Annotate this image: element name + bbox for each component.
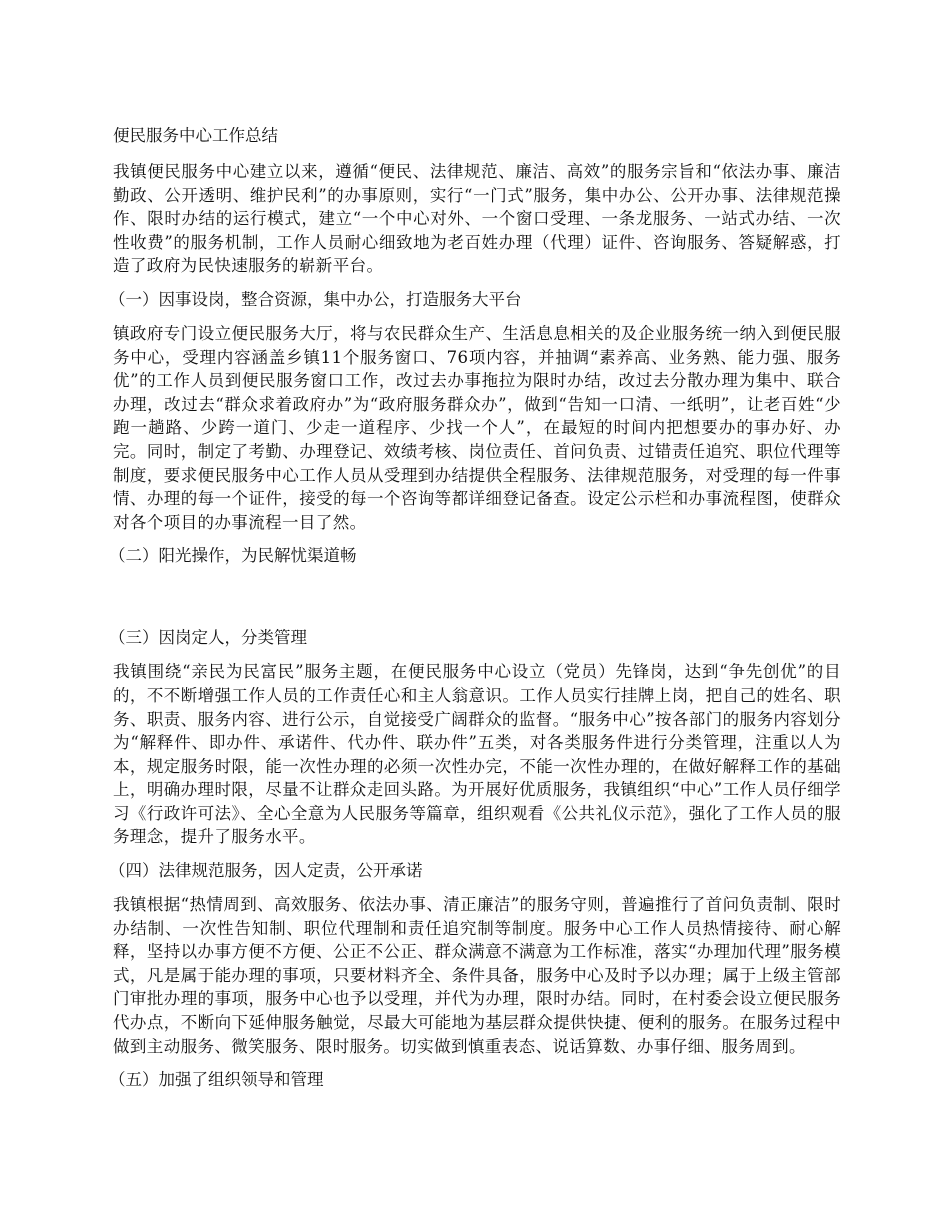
intro-paragraph: 我镇便民服务中心建立以来，遵循“便民、法律规范、廉洁、高效”的服务宗旨和“依法办事、廉洁勤政、公开透明、维护民利”的办事原则，实行“一门式”服务，集中办公、公开办事、法律规范操作、限时办结的运行模式，建立“一个中心对外、一个窗口受理、一条龙服务、一站式办结、一次性收费”的服务机制，工作人员耐心细致地为老百姓办理（代理）证件、咨询服务、答疑解惑，打造了政府为民快速服务的崭新平台。 [113,162,841,276]
section-heading-3: （三）因岗定人，分类管理 [109,628,307,648]
section-body-3: 我镇围绕“亲民为民富民”服务主题，在便民服务中心设立（党员）先锋岗，达到“争先创优”的目的，不不断增强工作人员的工作责任心和主人翁意识。工作人员实行挂牌上岗，把自己的姓名、职务、职责、服务内容、进行公示，自觉接受广阔群众的监督。“服务中心”按各部门的服务内容划分为“解释件、即办件、承诺件、代办件、联办件”五类，对各类服务件进行分类管理，注重以人为本，规定服务时限，能一次性办理的必须一次性办完，不能一次性办理的，在做好解释工作的基础上，明确办理时限，尽量不让群众走回头路。为开展好优质服务，我镇组织“中心”工作人员仔细学习《行政许可法》、全心全意为人民服务等篇章，组织观看《公共礼仪示范》，强化了工作人员的服务理念，提升了服务水平。 [113,662,841,847]
section-heading-2: （二）阳光操作，为民解忧渠道畅 [109,546,357,566]
section-body-2-empty [113,578,841,626]
section-heading-5: （五）加强了组织领导和管理 [109,1070,324,1090]
section-body-4: 我镇根据“热情周到、高效服务、依法办事、清正廉洁”的服务守则，普遍推行了首问负责制、限时办结制、一次性告知制、职位代理制和责任追究制等制度。服务中心工作人员热情接待、耐心解释，坚持以办事方便不方便、公正不公正、群众满意不满意为工作标准，落实“办理加代理”服务模式，凡是属于能办理的事项，只要材料齐全、条件具备，服务中心及时予以办理；属于上级主管部门审批办理的事项，服务中心也予以受理，并代为办理，限时办结。同时，在村委会设立便民服务代办点，不断向下延伸服务触觉，尽最大可能地为基层群众提供快捷、便利的服务。在服务过程中做到主动服务、微笑服务、限时服务。切实做到慎重表态、说话算数、办事仔细、服务周到。 [113,895,841,1056]
section-heading-4: （四）法律规范服务，因人定责，公开承诺 [109,861,423,881]
section-heading-1: （一）因事设岗，整合资源，集中办公，打造服务大平台 [109,289,522,309]
document-title: 便民服务中心工作总结 [113,126,278,145]
section-body-1: 镇政府专门设立便民服务大厅，将与农民群众生产、生活息息相关的及企业服务统一纳入到便民服务中心，受理内容涵盖乡镇11个服务窗口、76项内容，并抽调“素养高、业务熟、能力强、服务优”的工作人员到便民服务窗口工作，改过去办事拖拉为限时办结，改过去分散办理为集中、联合办理，改过去“群众求着政府办”为“政府服务群众办”，做到“告知一口清、一纸明”，让老百姓“少跑一趟路、少跨一道门、少走一道程序、少找一个人”，在最短的时间内把想要办的事办好、办完。同时，制定了考勤、办理登记、效绩考核、岗位责任、首问负责、过错责任追究、职位代理等制度，要求便民服务中心工作人员从受理到办结提供全程服务、法律规范服务，对受理的每一件事情、办理的每一个证件，接受的每一个咨询等都详细登记备查。设定公示栏和办事流程图，使群众对各个项目的办事流程一目了然。 [113,323,841,532]
document-content [109,124,841,1102]
